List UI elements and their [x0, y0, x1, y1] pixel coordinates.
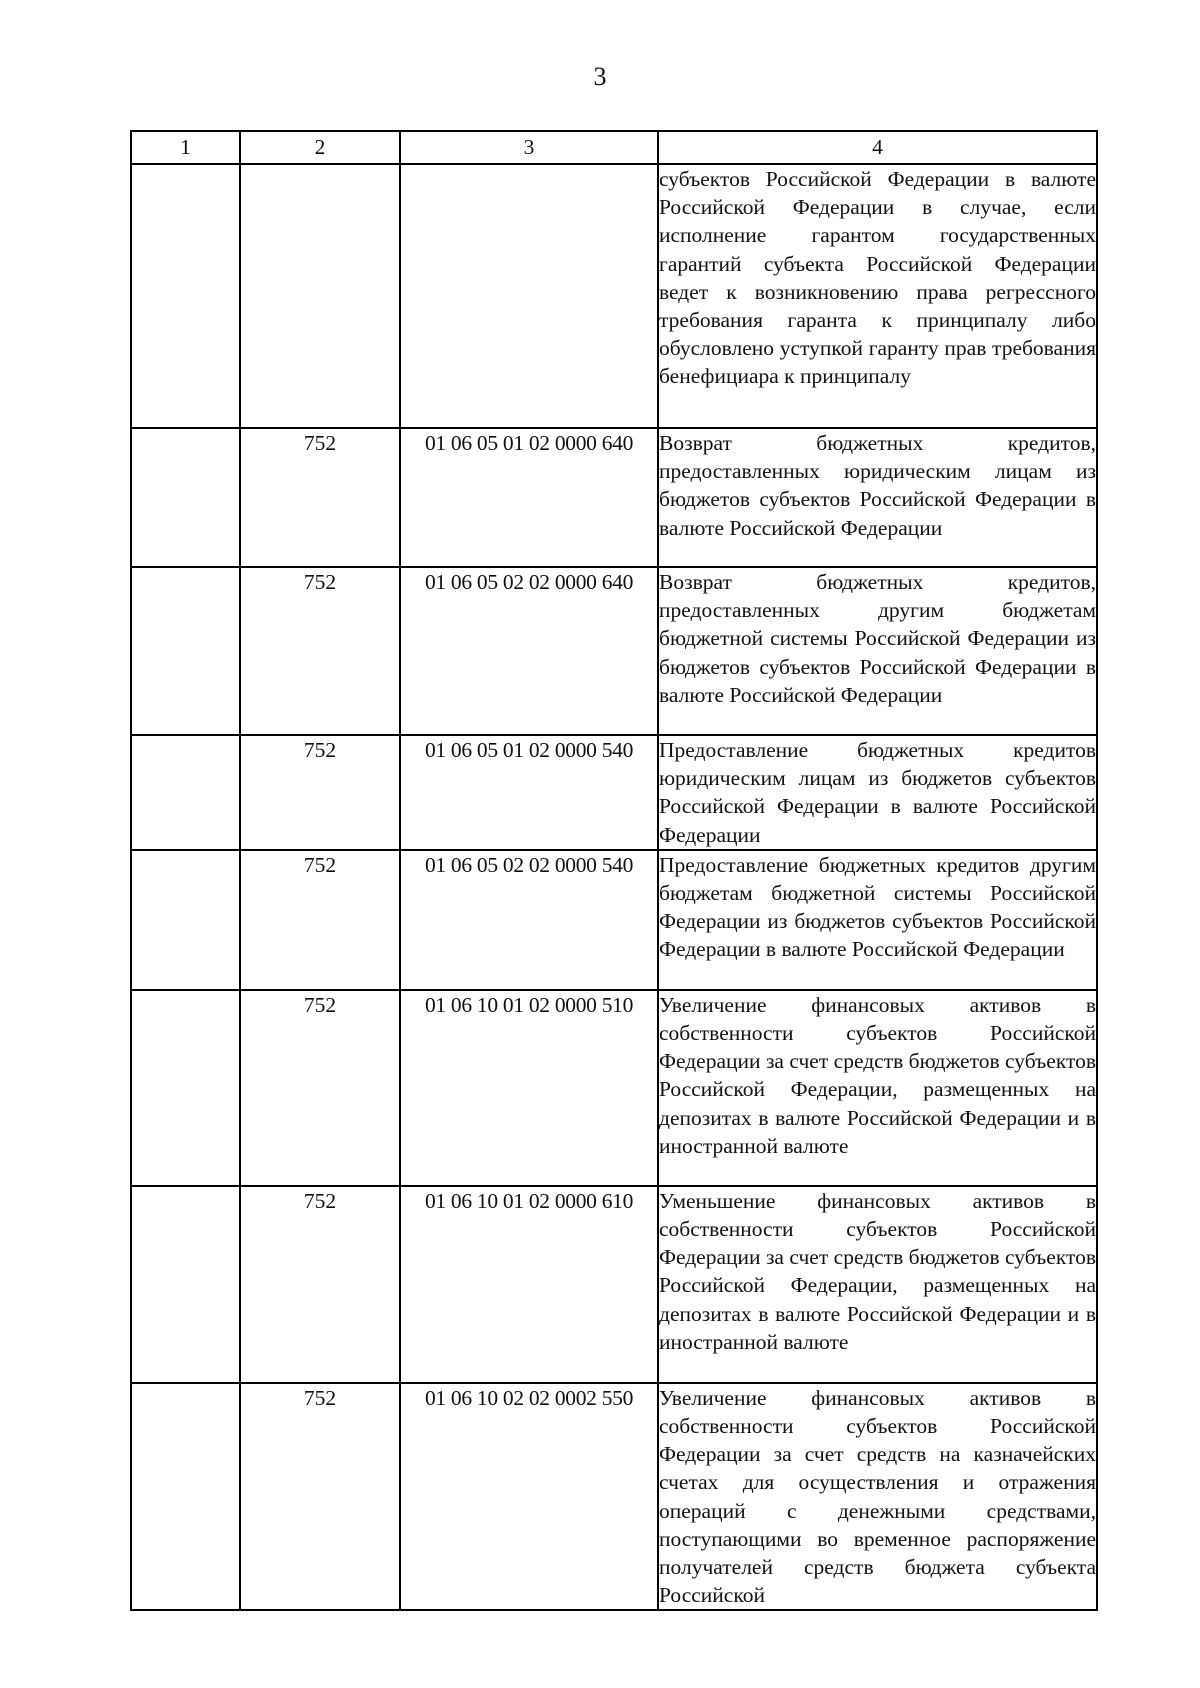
admin-code-cell: 752 — [240, 567, 400, 735]
table-row — [131, 990, 1097, 1186]
column-header-4: 4 — [658, 131, 1097, 164]
classification-code-cell: 01 06 10 01 02 0000 510 — [400, 990, 658, 1186]
table-row — [131, 850, 1097, 990]
row-cell-1 — [131, 990, 240, 1186]
description-cell: Предоставление бюджетных кредитов юридическим лицам из бюджетов субъектов Российской Федерации в валюте Российской Федерации — [658, 735, 1097, 850]
admin-code-cell: 752 — [240, 428, 400, 567]
table-row — [131, 567, 1097, 735]
column-header-1: 1 — [131, 131, 240, 164]
table-header-row — [131, 131, 1097, 164]
row-cell-1 — [131, 164, 240, 428]
classification-code-cell: 01 06 05 02 02 0000 540 — [400, 850, 658, 990]
table-row — [131, 428, 1097, 567]
table-row — [131, 1383, 1097, 1611]
classification-code-cell — [400, 164, 658, 428]
admin-code-cell: 752 — [240, 990, 400, 1186]
admin-code-cell: 752 — [240, 850, 400, 990]
table-row — [131, 1186, 1097, 1383]
column-header-2: 2 — [240, 131, 400, 164]
table-row — [131, 164, 1097, 428]
table-row — [131, 735, 1097, 850]
admin-code-cell: 752 — [240, 1186, 400, 1383]
description-cell: Уменьшение финансовых активов в собственности субъектов Российской Федерации за счет средств бюджетов субъектов Российской Федерации, размещенных на депозитах в валюте Российской Федерации и в иностранной валюте — [658, 1186, 1097, 1383]
row-cell-1 — [131, 735, 240, 850]
description-cell: Возврат бюджетных кредитов, предоставленных юридическим лицам из бюджетов субъектов Российской Федерации в валюте Российской Федерации — [658, 428, 1097, 567]
budget-classification-table — [130, 130, 1098, 1611]
page-number: 3 — [593, 62, 607, 91]
classification-code-cell: 01 06 10 01 02 0000 610 — [400, 1186, 658, 1383]
classification-code-cell: 01 06 05 01 02 0000 540 — [400, 735, 658, 850]
row-cell-1 — [131, 567, 240, 735]
description-cell: субъектов Российской Федерации в валюте Российской Федерации в случае, если исполнение гарантом государственных гарантий субъекта Российской Федерации ведет к возникновению права регрессного требования гаранта к принципалу либо обусловлено уступкой гаранту прав требования бенефициара к принципалу — [658, 164, 1097, 428]
admin-code-cell — [240, 164, 400, 428]
classification-code-cell: 01 06 10 02 02 0002 550 — [400, 1383, 658, 1611]
admin-code-cell: 752 — [240, 1383, 400, 1611]
row-cell-1 — [131, 850, 240, 990]
row-cell-1 — [131, 1186, 240, 1383]
classification-code-cell: 01 06 05 02 02 0000 640 — [400, 567, 658, 735]
description-cell: Предоставление бюджетных кредитов другим бюджетам бюджетной системы Российской Федерации из бюджетов субъектов Российской Федерации в валюте Российской Федерации — [658, 850, 1097, 990]
description-cell: Увеличение финансовых активов в собственности субъектов Российской Федерации за счет средств бюджетов субъектов Российской Федерации, размещенных на депозитах в валюте Российской Федерации и в иностранной валюте — [658, 990, 1097, 1186]
classification-code-cell: 01 06 05 01 02 0000 640 — [400, 428, 658, 567]
description-cell: Увеличение финансовых активов в собственности субъектов Российской Федерации за счет средств на казначейских счетах для осуществления и отражения операций с денежными средствами, поступающими во временное распоряжение получателей средств бюджета субъекта Российской — [658, 1383, 1097, 1611]
description-cell: Возврат бюджетных кредитов, предоставленных другим бюджетам бюджетной системы Российской Федерации из бюджетов субъектов Российской Федерации в валюте Российской Федерации — [658, 567, 1097, 735]
admin-code-cell: 752 — [240, 735, 400, 850]
row-cell-1 — [131, 1383, 240, 1611]
column-header-3: 3 — [400, 131, 658, 164]
row-cell-1 — [131, 428, 240, 567]
